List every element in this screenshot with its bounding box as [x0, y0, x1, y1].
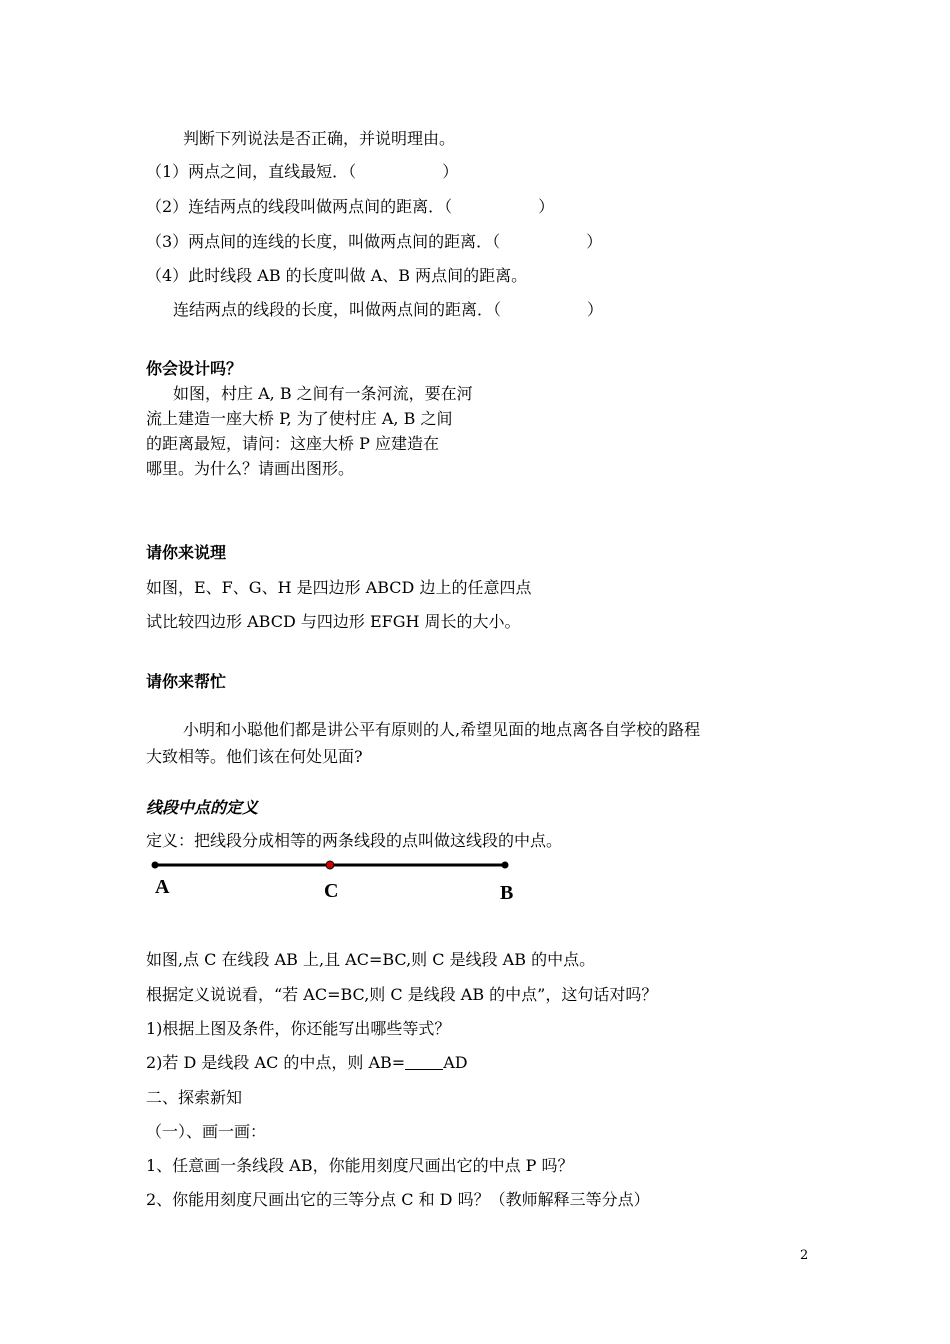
help-line-1: 小明和小聪他们都是讲公平有原则的人,希望见面的地点离各自学校的路程: [183, 720, 701, 739]
judge-item-2: （2）连结两点的线段叫做两点间的距离．（ ）: [146, 197, 555, 216]
judge-item-3: （3）两点间的连线的长度，叫做两点间的距离．（ ）: [146, 232, 603, 251]
reason-line-2: 试比较四边形 ABCD 与四边形 EFGH 周长的大小。: [146, 612, 521, 631]
explore-item-2: 2、你能用刻度尺画出它的三等分点 C 和 D 吗？（教师解释三等分点）: [146, 1190, 650, 1209]
point-c-dot: [326, 861, 334, 869]
design-line-3: 的距离最短，请问：这座大桥 P 应建造在: [146, 434, 439, 453]
explore-heading: 二、探索新知: [146, 1088, 243, 1107]
judge-item-4: （4）此时线段 AB 的长度叫做 A、B 两点间的距离。: [146, 266, 528, 285]
point-b-dot: [502, 862, 509, 869]
midpoint-heading: 线段中点的定义: [146, 798, 259, 817]
design-line-4: 哪里。为什么？请画出图形。: [146, 459, 355, 478]
reason-heading: 请你来说理: [146, 543, 227, 562]
midpoint-line-2: 根据定义说说看，“若 AC=BC,则 C 是线段 AB 的中点”，这句话对吗？: [146, 985, 658, 1004]
midpoint-line-4: 2)若 D 是线段 AC 的中点，则 AB= AD: [146, 1053, 468, 1072]
design-heading: 你会设计吗？: [146, 359, 243, 378]
segment-figure: [140, 855, 520, 879]
label-c: C: [324, 880, 339, 902]
help-line-2: 大致相等。他们该在何处见面?: [146, 747, 363, 766]
help-heading: 请你来帮忙: [146, 672, 227, 691]
label-b: B: [500, 882, 514, 904]
answer-blank: [405, 1053, 443, 1070]
judge-item-5: 连结两点的线段的长度，叫做两点间的距离．（ ）: [173, 300, 604, 319]
explore-item-1: 1、任意画一条线段 AB，你能用刻度尺画出它的中点 P 吗？: [146, 1156, 574, 1175]
midpoint-definition: 定义：把线段分成相等的两条线段的点叫做这线段的中点。: [146, 831, 563, 850]
explore-subheading: （一）、画一画：: [146, 1122, 267, 1141]
midpoint-line-1: 如图,点 C 在线段 AB 上,且 AC=BC,则 C 是线段 AB 的中点。: [146, 950, 596, 969]
label-a: A: [155, 876, 170, 898]
design-line-2: 流上建造一座大桥 P, 为了使村庄 A, B 之间: [146, 409, 453, 428]
design-line-1: 如图，村庄 A, B 之间有一条河流，要在河: [173, 384, 473, 403]
reason-line-1: 如图，E、F、G、H 是四边形 ABCD 边上的任意四点: [146, 578, 532, 597]
point-a-dot: [152, 862, 159, 869]
page-number: 2: [800, 1248, 809, 1263]
judge-intro: 判断下列说法是否正确，并说明理由。: [183, 129, 456, 148]
midpoint-line-3: 1)根据上图及条件，你还能写出哪些等式？: [146, 1019, 451, 1038]
judge-item-1: （1）两点之间，直线最短．（ ）: [146, 162, 459, 181]
